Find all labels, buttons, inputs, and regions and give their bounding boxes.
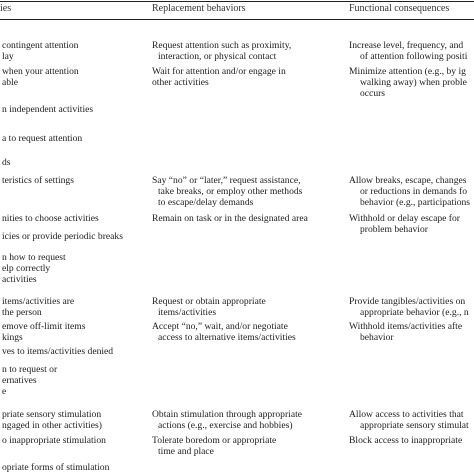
- row-5-consequence-line-2: problem behavior: [360, 224, 428, 235]
- row-1-strategy-line-2: lay: [2, 51, 14, 62]
- row-5-consequence-line-1: Withhold or delay escape for: [349, 213, 460, 224]
- row-10-strategy-line-1: priate sensory stimulation: [2, 409, 102, 420]
- row-11-consequence-line-1: Block access to inappropriate: [349, 435, 463, 446]
- row-4-strategy-line-1: ds: [2, 157, 11, 168]
- row-10-strategy-line-2: ngaged in other activities): [2, 420, 102, 431]
- row-8-replacement-line-2: access to alternative items/activities: [158, 332, 296, 343]
- table-top-rule: [0, 1, 474, 2]
- row-2-strategy-line-2: able: [2, 77, 18, 88]
- row-3-strategy-line-1: n independent activities: [2, 104, 94, 115]
- row-9-strategy-line-1: ves to items/activities denied: [2, 346, 114, 357]
- table-header-rule: [0, 19, 474, 20]
- row-11-replacement-line-1: Tolerate boredom or appropriate: [152, 435, 277, 446]
- row-4-replacement-line-1: Say “no” or “later,” request assistance,: [152, 175, 301, 186]
- row-4-consequence-line-2: or reductions in demands fo: [360, 186, 468, 197]
- column-header-functional-consequences: Functional consequences: [349, 3, 450, 14]
- row-8-consequence-line-2: behavior: [360, 332, 394, 343]
- row-1-consequence-line-2: of attention following positi: [360, 51, 468, 62]
- row-11-strategy-line-1: o inappropriate stimulation: [2, 435, 106, 446]
- row-6-strategy-line-3: activities: [2, 274, 37, 285]
- row-9-strategy-line-3: ernatives: [2, 375, 37, 386]
- row-5-replacement-line-1: Remain on task or in the designated area: [152, 213, 308, 224]
- row-2-replacement-line-2: other activities: [152, 77, 209, 88]
- row-6-strategy-line-2: elp correctly: [2, 263, 51, 274]
- row-4-strategy-line-2: teristics of settings: [2, 175, 74, 186]
- row-2-consequence-line-1: Minimize attention (e.g., by ig: [349, 66, 466, 77]
- row-2-strategy-line-1: when your attention: [2, 66, 79, 77]
- row-10-replacement-line-1: Obtain stimulation through appropriate: [152, 409, 303, 420]
- row-8-strategy-line-2: kings: [2, 332, 23, 343]
- row-5-strategy-line-2: icies or provide periodic breaks: [2, 231, 123, 242]
- row-6-strategy-line-1: n how to request: [2, 252, 66, 263]
- row-9-strategy-line-4: e: [2, 386, 7, 397]
- row-8-strategy-line-1: emove off-limit items: [2, 321, 86, 332]
- row-1-replacement-line-2: interaction, or physical contact: [158, 51, 277, 62]
- row-12-strategy-line-1: opriate forms of stimulation: [2, 462, 110, 473]
- row-4-replacement-line-3: to escape/delay demands: [158, 197, 254, 208]
- column-header-replacement-behaviors: Replacement behaviors: [152, 3, 246, 14]
- row-4-consequence-line-3: behavior (e.g., participations: [360, 197, 471, 208]
- row-7-strategy-line-1: items/activities are: [2, 296, 75, 307]
- row-7-consequence-line-2: appropriate behavior (e.g., n: [360, 307, 469, 318]
- row-9-strategy-line-2: n to request or: [2, 364, 58, 375]
- row-2-replacement-line-1: Wait for attention and/or engage in: [152, 66, 286, 77]
- row-3-strategy-line-3: a to request attention: [2, 133, 83, 144]
- column-header-strategies: ies: [0, 3, 12, 14]
- row-4-consequence-line-1: Allow breaks, escape, changes: [349, 175, 467, 186]
- row-1-consequence-line-1: Increase level, frequency, and: [349, 40, 464, 51]
- row-7-replacement-line-2: items/activities: [158, 307, 217, 318]
- row-1-strategy-line-1: contingent attention: [2, 40, 79, 51]
- row-10-consequence-line-2: appropriate sensory stimulat: [360, 420, 469, 431]
- row-7-strategy-line-2: the person: [2, 307, 42, 318]
- row-7-consequence-line-1: Provide tangibles/activities on: [349, 296, 466, 307]
- row-8-consequence-line-1: Withhold items/activities afte: [349, 321, 463, 332]
- row-2-consequence-line-2: walking away) when proble: [360, 77, 467, 88]
- row-4-replacement-line-2: take breaks, or employ other methods: [158, 186, 303, 197]
- row-10-consequence-line-1: Allow access to activities that: [349, 409, 464, 420]
- row-5-strategy-line-1: nities to choose activities: [2, 213, 99, 224]
- row-7-replacement-line-1: Request or obtain appropriate: [152, 296, 266, 307]
- row-11-replacement-line-2: time and place: [158, 446, 214, 457]
- row-1-replacement-line-1: Request attention such as proximity,: [152, 40, 292, 51]
- row-10-replacement-line-2: actions (e.g., exercise and hobbies): [158, 420, 293, 431]
- row-8-replacement-line-1: Accept “no,” wait, and/or negotiate: [152, 321, 288, 332]
- row-2-consequence-line-3: occurs: [360, 88, 386, 99]
